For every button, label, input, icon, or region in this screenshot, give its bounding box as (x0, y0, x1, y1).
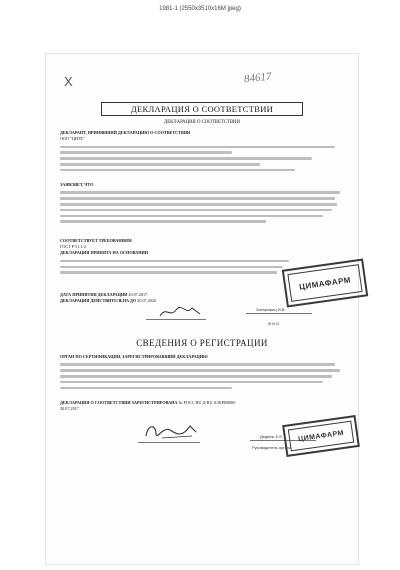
applicant-label: ДЕКЛАРАНТ, ПРИНЯВШИЙ ДЕКЛАРАЦИЮ О СООТВЕТСТВИИ (60, 130, 191, 135)
document-title: ДЕКЛАРАЦИЯ О СООТВЕТСТВИИ (101, 102, 303, 116)
reg-label: ДЕКЛАРАЦИЯ О СООТВЕТСТВИИ ЗАРЕГИСТРИРОВАНА (60, 400, 178, 405)
registration-stamp: ЦИМАФАРМ (282, 415, 360, 457)
document-sheet (46, 54, 358, 564)
applicant-org: ООО "ЦИТЕ" (60, 136, 85, 142)
signature-1 (158, 304, 202, 320)
reg-date: 20.07.2017 (60, 406, 79, 412)
registration-header: СВЕДЕНИЯ О РЕГИСТРАЦИИ (136, 338, 268, 348)
file-label: 1981-1 (2550x3510x16M jpeg) (159, 6, 241, 12)
company-stamp: ЦИМАФАРМ (282, 258, 368, 307)
handwritten-mark: X (64, 74, 73, 89)
date-label: ДАТА ПРИНЯТИЯ ДЕКЛАРАЦИИ (60, 292, 128, 297)
valid-value: 20.07.2020 (137, 298, 157, 304)
compliance-value: ГОСТ Р 51.1-2 (60, 244, 86, 250)
registration-block (60, 354, 346, 392)
signer1-name: Запорожец И.В. (256, 307, 286, 312)
statement-label: ЗАЯВЛЯЕТ, ЧТО (60, 182, 94, 187)
registration-label: ОРГАН ПО СЕРТИФИКАЦИИ, ЗАРЕГИСТРИРОВАВШИЙ ДЕКЛАРАЦИЮ (60, 354, 208, 359)
compliance-label: СООТВЕТСТВУЕТ ТРЕБОВАНИЯМ (60, 238, 132, 243)
applicant-block (60, 130, 346, 175)
signer1-caption: Ф.И.О. (268, 321, 281, 326)
statement-block (60, 182, 346, 226)
handwritten-number: 84617 (243, 70, 273, 86)
section-header: ДЕКЛАРАЦИЯ О СООТВЕТСТВИИ (163, 120, 240, 125)
reg-number: № РОСС RU.Д-RU.А38.РВ0000 (178, 400, 236, 405)
signature-2 (142, 420, 198, 442)
date-value: 20.07.2017 (128, 292, 148, 297)
registration-number-block (60, 400, 346, 412)
valid-label: ДЕКЛАРАЦИЯ ДЕЙСТВИТЕЛЬНА ДО (60, 298, 137, 304)
basis-label: ДЕКЛАРАЦИЯ ПРИНЯТА НА ОСНОВАНИИ (60, 250, 148, 256)
date-block (60, 292, 346, 304)
signer2-name: Дедюль Е.Е. (260, 434, 284, 439)
signer2-caption: Руководитель органа (252, 445, 292, 450)
